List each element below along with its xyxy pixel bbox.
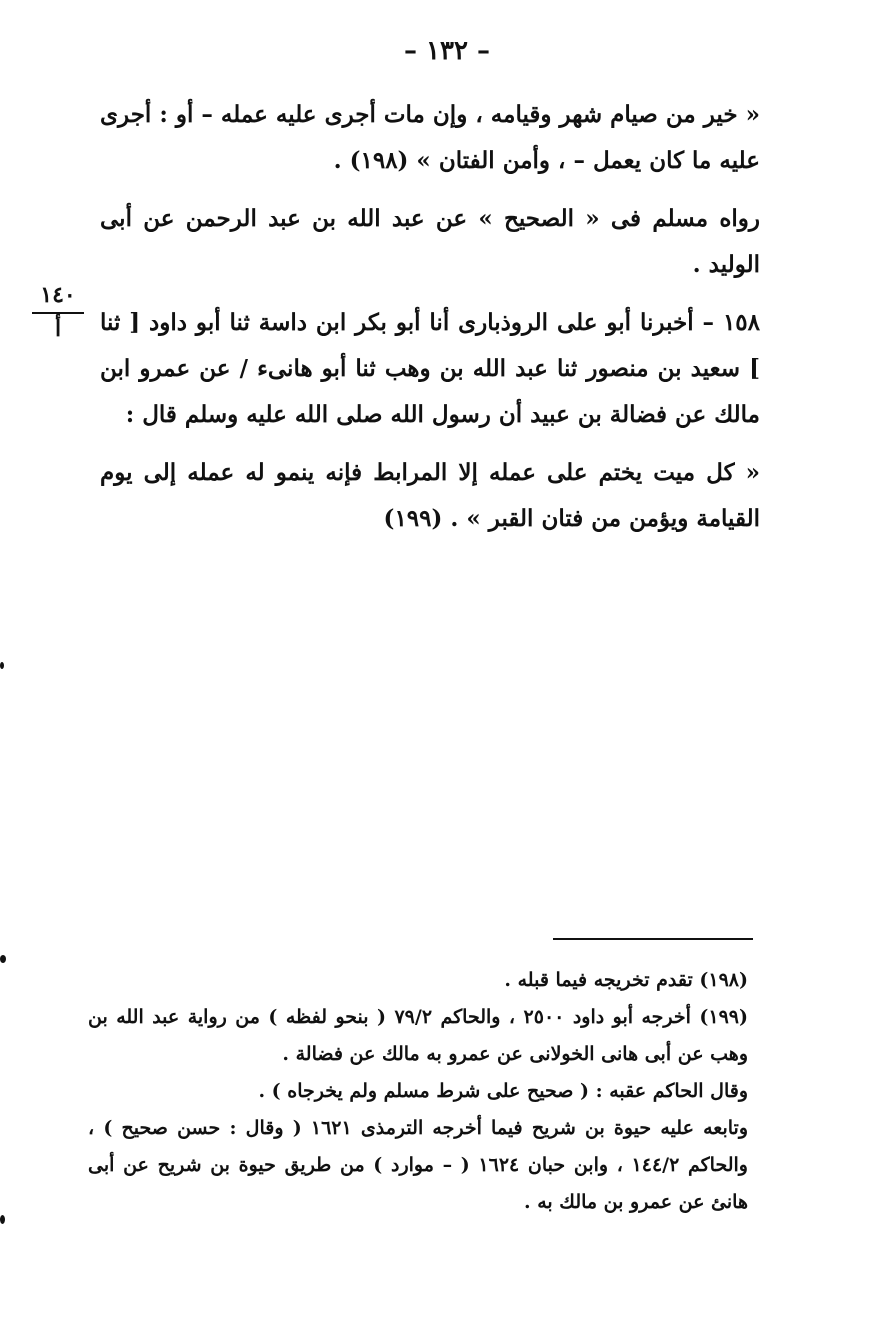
main-paragraph-4: « كل ميت يختم على عمله إلا المرابط فإنه ينمو له عمله إلى يوم القيامة ويؤمن من فتان القبر » . (١٩٩) [100,459,760,532]
footnotes [88,962,748,1221]
footnote-separator [553,938,753,940]
folio-divider [32,312,84,314]
manuscript-folio-note [28,282,88,342]
footnote-199-hakim: وقال الحاكم عقبه : ( صحيح على شرط مسلم ولم يخرجاه ) . [258,1080,748,1102]
folio-side: أ [54,316,62,342]
main-paragraph-1: « خير من صيام شهر وقيامه ، وإن مات أجرى عليه عمله – أو : أجرى عليه ما كان يعمل – ، وأمن الفتان » (١٩٨) . [100,101,760,174]
footnote-198: (١٩٨) تقدم تخريجه فيما قبله . [504,969,748,991]
footnote-199: (١٩٩) أخرجه أبو داود ٢٥٠٠ ، والحاكم ٧٩/٢ ( بنحو لفظه ) من رواية عبد الله بن وهب عن أبى هانى الخولانى عن عمرو به مالك عن فضالة . [88,1006,749,1065]
main-text [100,92,760,554]
scan-speck [0,1215,5,1224]
footnote-199-followup: وتابعه عليه حيوة بن شريح فيما أخرجه الترمذى ١٦٢١ ( وقال : حسن صحيح ) ، والحاكم ١٤٤/٢ ، وابن حبان ١٦٢٤ ( – موارد ) من طريق حيوة بن شريح عن أبى هانئ عن عمرو بن مالك به . [88,1117,748,1213]
scan-speck [0,662,4,669]
main-paragraph-3: ١٥٨ – أخبرنا أبو على الروذبارى أنا أبو بكر ابن داسة ثنا أبو داود [ ثنا ] سعيد بن منصور ثنا عبد الله بن وهب ثنا أبو هانىء / عن عمرو ابن مالك عن فضالة بن عبيد أن رسول الله صلى الله عليه وسلم قال : [100,309,760,428]
scan-speck [0,955,6,963]
main-paragraph-2: رواه مسلم فى « الصحيح » عن عبد الله بن عبد الرحمن عن أبى الوليد . [100,205,760,278]
folio-number: ١٤٠ [40,282,76,308]
page-number: – ١٣٢ – [403,36,491,66]
